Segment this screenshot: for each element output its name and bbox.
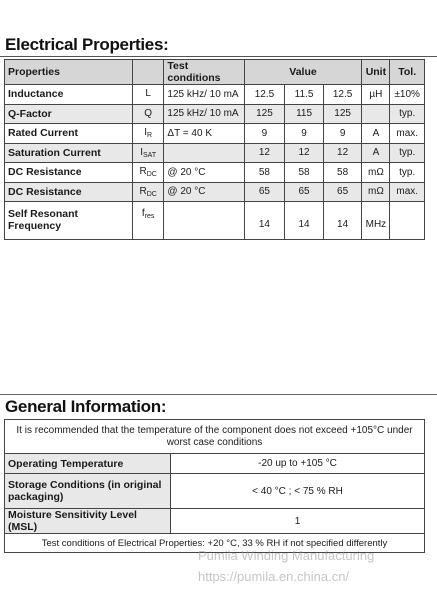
value-cell: 65 [244, 182, 285, 202]
tolerance-cell: typ. [390, 163, 425, 183]
recommendation-note: It is recommended that the temperature of the component does not exceed +105°C under worst case conditions [5, 420, 425, 454]
value-cell: 12 [285, 143, 324, 163]
test-condition: ΔT = 40 K [164, 124, 244, 144]
header-symbol [132, 60, 163, 85]
divider [0, 56, 437, 57]
table-row [5, 104, 425, 124]
unit-cell: MHz [362, 202, 390, 240]
unit-cell: mΩ [362, 163, 390, 183]
property-name: DC Resistance [5, 182, 133, 202]
test-condition: @ 20 °C [164, 163, 244, 183]
property-name: DC Resistance [5, 163, 133, 183]
table-row [5, 420, 425, 454]
table-row [5, 163, 425, 183]
table-row [5, 474, 425, 509]
table-row [5, 454, 425, 474]
tolerance-cell [390, 202, 425, 240]
header-value: Value [244, 60, 362, 85]
test-condition [164, 202, 244, 240]
test-conditions-footnote: Test conditions of Electrical Properties: +20 °C, 33 % RH if not specified differently [5, 534, 425, 553]
info-label: Moisture Sensitivity Level (MSL) [5, 509, 171, 534]
table-header-row [5, 60, 425, 85]
property-name: Rated Current [5, 124, 133, 144]
unit-cell [362, 104, 390, 124]
property-name: Saturation Current [5, 143, 133, 163]
value-cell: 115 [285, 104, 324, 124]
header-test-conditions: Test conditions [164, 60, 244, 85]
divider [0, 394, 437, 395]
value-cell: 14 [285, 202, 324, 240]
value-cell: 12.5 [323, 85, 362, 105]
header-tolerance: Tol. [390, 60, 425, 85]
header-unit: Unit [362, 60, 390, 85]
table-row [5, 143, 425, 163]
value-cell: 12 [244, 143, 285, 163]
value-cell: 65 [285, 182, 324, 202]
value-cell: 65 [323, 182, 362, 202]
general-information-table [4, 419, 425, 553]
unit-cell: A [362, 124, 390, 144]
value-cell: 58 [285, 163, 324, 183]
test-condition: @ 20 °C [164, 182, 244, 202]
property-symbol: $I_R$ [132, 124, 163, 144]
property-symbol: $R_{DC}$ [132, 182, 163, 202]
watermark-line: Pumila Winding Manufacturing [198, 548, 375, 563]
electrical-properties-table [4, 59, 425, 240]
property-name: Q-Factor [5, 104, 133, 124]
value-cell: 58 [323, 163, 362, 183]
value-cell: 9 [323, 124, 362, 144]
header-properties: Properties [5, 60, 133, 85]
info-value: 1 [171, 509, 425, 534]
general-information-title: General Information: [5, 397, 167, 416]
test-condition [164, 143, 244, 163]
tolerance-cell: typ. [390, 143, 425, 163]
value-cell: 125 [244, 104, 285, 124]
unit-cell: mΩ [362, 182, 390, 202]
property-name: Self Resonant Frequency [5, 202, 133, 240]
value-cell: 14 [244, 202, 285, 240]
test-condition: 125 kHz/ 10 mA [164, 85, 244, 105]
value-cell: 11.5 [285, 85, 324, 105]
table-row [5, 124, 425, 144]
table-row [5, 202, 425, 240]
tolerance-cell: typ. [390, 104, 425, 124]
value-cell: 58 [244, 163, 285, 183]
electrical-properties-title: Electrical Properties: [5, 35, 169, 54]
unit-cell: µH [362, 85, 390, 105]
property-symbol: $R_{DC}$ [132, 163, 163, 183]
table-row [5, 85, 425, 105]
property-symbol: $f_{res}$ [132, 202, 163, 240]
property-symbol: $I_{SAT}$ [132, 143, 163, 163]
value-cell: 125 [323, 104, 362, 124]
value-cell: 12 [323, 143, 362, 163]
unit-cell: A [362, 143, 390, 163]
value-cell: 9 [285, 124, 324, 144]
tolerance-cell: max. [390, 124, 425, 144]
value-cell: 14 [323, 202, 362, 240]
value-cell: 12.5 [244, 85, 285, 105]
info-value: < 40 °C ; < 75 % RH [171, 474, 425, 509]
property-symbol: Q [132, 104, 163, 124]
property-symbol: L [132, 85, 163, 105]
info-value: -20 up to +105 °C [171, 454, 425, 474]
table-row [5, 182, 425, 202]
tolerance-cell: ±10% [390, 85, 425, 105]
test-condition: 125 kHz/ 10 mA [164, 104, 244, 124]
watermark-url: https://pumila.en.china.cn/ [198, 569, 350, 584]
info-label: Storage Conditions (in original packaging) [5, 474, 171, 509]
table-row [5, 509, 425, 534]
info-label: Operating Temperature [5, 454, 171, 474]
property-name: Inductance [5, 85, 133, 105]
value-cell: 9 [244, 124, 285, 144]
tolerance-cell: max. [390, 182, 425, 202]
